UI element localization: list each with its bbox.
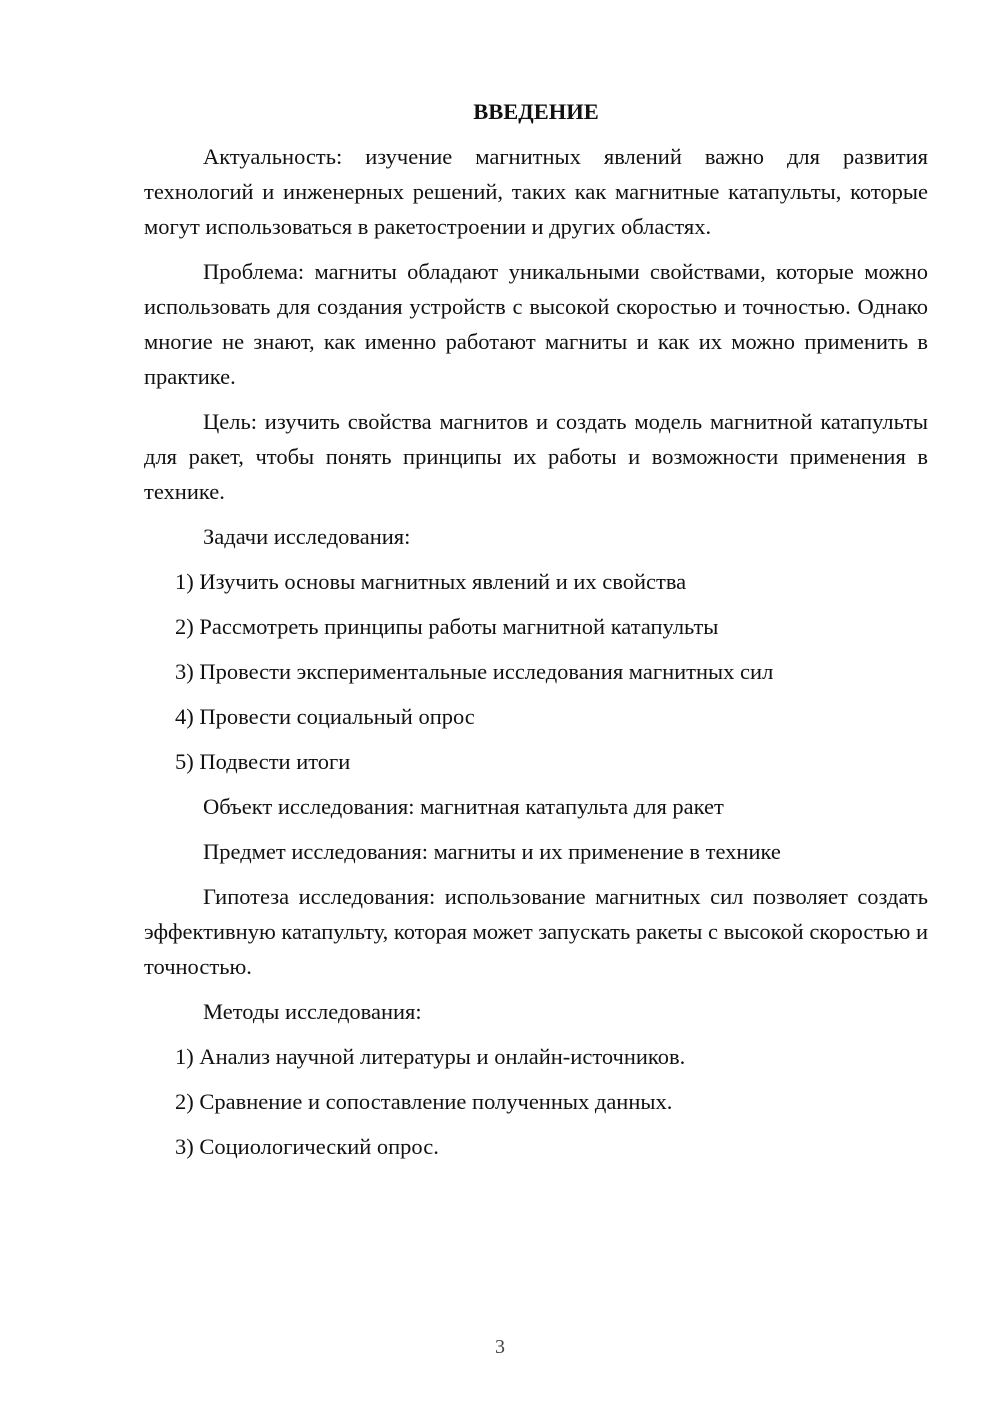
object-paragraph: Объект исследования: магнитная катапульта для ракет <box>203 794 724 819</box>
problem-paragraph: Проблема: магниты обладают уникальными свойствами, которые можно использовать для создания устройств с высокой скоростью и точностью. Однако многие не знают, как именно работают магниты и как их можно применить в практике. <box>144 259 928 389</box>
task-item-3: 3) Провести экспериментальные исследования магнитных сил <box>175 659 774 684</box>
relevance-paragraph: Актуальность: изучение магнитных явлений важно для развития технологий и инженерных решений, таких как магнитные катапульты, которые могут использоваться в ракетостроении и других областях. <box>144 144 928 239</box>
page-number: 3 <box>495 1336 505 1358</box>
page-content <box>144 94 928 1174</box>
method-item-3: 3) Социологический опрос. <box>175 1134 439 1159</box>
task-item-4: 4) Провести социальный опрос <box>175 704 475 729</box>
goal-paragraph: Цель: изучить свойства магнитов и создать модель магнитной катапульты для ракет, чтобы понять принципы их работы и возможности применения в технике. <box>144 409 928 504</box>
section-heading: ВВЕДЕНИЕ <box>473 99 599 124</box>
tasks-title: Задачи исследования: <box>203 524 411 549</box>
method-item-1: 1) Анализ научной литературы и онлайн-источников. <box>175 1044 686 1069</box>
hypothesis-paragraph: Гипотеза исследования: использование магнитных сил позволяет создать эффективную катапульту, которая может запускать ракеты с высокой скоростью и точностью. <box>144 884 928 979</box>
method-item-2: 2) Сравнение и сопоставление полученных данных. <box>175 1089 673 1114</box>
methods-title: Методы исследования: <box>203 999 422 1024</box>
task-item-1: 1) Изучить основы магнитных явлений и их свойства <box>175 569 687 594</box>
subject-paragraph: Предмет исследования: магниты и их применение в технике <box>203 839 781 864</box>
task-item-2: 2) Рассмотреть принципы работы магнитной катапульты <box>175 614 719 639</box>
task-item-5: 5) Подвести итоги <box>175 749 351 774</box>
